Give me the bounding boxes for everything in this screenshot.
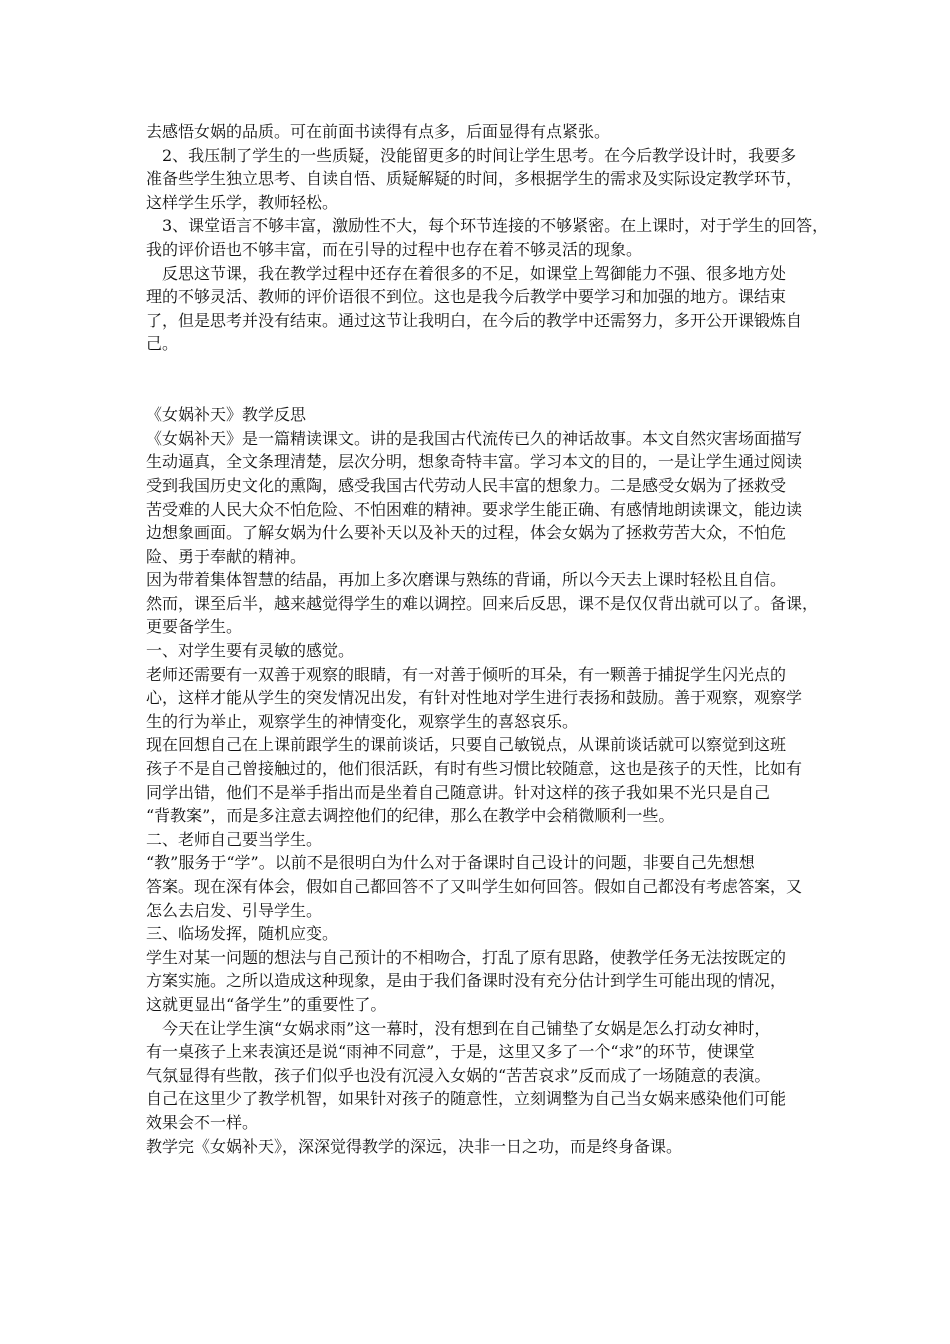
paragraph-line: 然而，课至后半，越来越觉得学生的难以调控。回来后反思，课不是仅仅背出就可以了。备课，: [146, 593, 819, 613]
paragraph-line: 更要备学生。: [146, 617, 243, 637]
paragraph-line: 这就更显出“备学生”的重要性了。: [146, 994, 387, 1014]
paragraph-line: 去感悟女娲的品质。可在前面书读得有点多，后面显得有点紧张。: [146, 122, 611, 141]
paragraph-line: 答案。现在深有体会，假如自己都回答不了又叫学生如何回答。假如自己都没有考虑答案，又: [146, 877, 803, 896]
heading-line: 三、临场发挥，随机应变。: [146, 924, 339, 944]
paragraph-line: 自己在这里少了教学机智，如果针对孩子的随意性，立刻调整为自己当女娲来感染他们可能: [146, 1089, 787, 1109]
paragraph-line: 老师还需要有一双善于观察的眼睛，有一对善于倾听的耳朵，有一颗善于捕捉学生闪光点的: [146, 664, 787, 684]
paragraph-line: 2、我压制了学生的一些质疑，没能留更多的时间让学生思考。在今后教学设计时，我要多: [162, 145, 797, 165]
paragraph-line: 受到我国历史文化的熏陶，感受我国古代劳动人民丰富的想象力。二是感受女娲为了拯救受: [146, 475, 787, 495]
heading-line: 一、对学生要有灵敏的感觉。: [146, 641, 355, 661]
paragraph-line: 险、勇于奉献的精神。: [146, 546, 307, 566]
paragraph-line: 我的评价语也不够丰富，而在引导的过程中也存在着不够灵活的现象。: [146, 239, 643, 259]
paragraph-line: 同学出错，他们不是举手指出而是坐着自己随意讲。针对这样的孩子我如果不光只是自己: [146, 782, 771, 802]
heading-line: 二、老师自己要当学生。: [146, 829, 323, 849]
blank-line: [146, 356, 816, 380]
blank-line: [146, 380, 816, 404]
paragraph-line: 准备些学生独立思考、自读自悟、质疑解疑的时间，多根据学生的需求及实际设定教学环节，: [146, 169, 803, 189]
paragraph-line: 学生对某一问题的想法与自己预计的不相吻合，打乱了原有思路，使教学任务无法按既定的: [146, 947, 787, 967]
paragraph-line: 己。: [146, 334, 179, 354]
paragraph-line: “教”服务于“学”。以前不是很明白为什么对于备课时自己设计的问题，非要自己先想想: [146, 853, 755, 873]
document-page: [146, 120, 829, 1158]
paragraph-line: 边想象画面。了解女娲为什么要补天以及补天的过程，体会女娲为了拯救劳苦大众，不怕危: [146, 523, 787, 543]
paragraph-line: 效果会不一样。: [146, 1112, 259, 1132]
paragraph-line: 生动逼真，全文条理清楚，层次分明，想象奇特丰富。学习本文的目的，一是让学生通过阅读: [146, 452, 803, 472]
paragraph-line: 怎么去启发、引导学生。: [146, 900, 323, 920]
paragraph-line: “背教案”，而是多注意去调控他们的纪律，那么在教学中会稍微顺利一些。: [146, 806, 675, 826]
paragraph-line: 苦受难的人民大众不怕危险、不怕困难的精神。要求学生能正确、有感情地朗读课文，能边读: [146, 499, 803, 519]
paragraph-line: 3、课堂语言不够丰富，激励性不大，每个环节连接的不够紧密。在上课时，对于学生的回答，: [162, 216, 829, 236]
paragraph-line: 这样学生乐学，教师轻松。: [146, 192, 339, 212]
paragraph-line: 现在回想自己在上课前跟学生的课前谈话，只要自己敏锐点，从课前谈话就可以察觉到这班: [146, 735, 787, 755]
section-title: 《女娲补天》教学反思: [146, 405, 307, 425]
paragraph-line: 孩子不是自己曾接触过的，他们很活跃，有时有些习惯比较随意，这也是孩子的天性，比如有: [146, 759, 803, 779]
paragraph-line: 今天在让学生演“女娲求雨”这一幕时，没有想到在自己铺垫了女娲是怎么打动女神时，: [162, 1018, 771, 1038]
paragraph-line: 方案实施。之所以造成这种现象，是由于我们备课时没有充分估计到学生可能出现的情况，: [146, 971, 787, 991]
paragraph-line: 了，但是思考并没有结束。通过这节让我明白，在今后的教学中还需努力，多开公开课锻炼自: [146, 310, 803, 330]
paragraph-line: 气氛显得有些散，孩子们似乎也没有沉浸入女娲的“苦苦哀求”反而成了一场随意的表演。: [146, 1065, 771, 1085]
paragraph-line: 因为带着集体智慧的结晶，再加上多次磨课与熟练的背诵，所以今天去上课时轻松且自信。: [146, 570, 787, 590]
paragraph-line: 理的不够灵活、教师的评价语很不到位。这也是我今后教学中要学习和加强的地方。课结束: [146, 287, 787, 307]
paragraph-line: 反思这节课，我在教学过程中还存在着很多的不足，如课堂上驾御能力不强、很多地方处: [162, 263, 787, 283]
paragraph-line: 心，这样才能从学生的突发情况出发，有针对性地对学生进行表扬和鼓励。善于观察，观察学: [146, 688, 803, 708]
paragraph-line: 有一桌孩子上来表演还是说“雨神不同意”，于是，这里又多了一个“求”的环节，使课堂: [146, 1042, 755, 1062]
paragraph-line: 《女娲补天》是一篇精读课文。讲的是我国古代流传已久的神话故事。本文自然灾害场面描写: [146, 428, 803, 448]
paragraph-line: 教学完《女娲补天》，深深觉得教学的深远，决非一日之功，而是终身备课。: [146, 1136, 683, 1156]
paragraph-line: 生的行为举止，观察学生的神情变化，观察学生的喜怒哀乐。: [146, 711, 579, 731]
